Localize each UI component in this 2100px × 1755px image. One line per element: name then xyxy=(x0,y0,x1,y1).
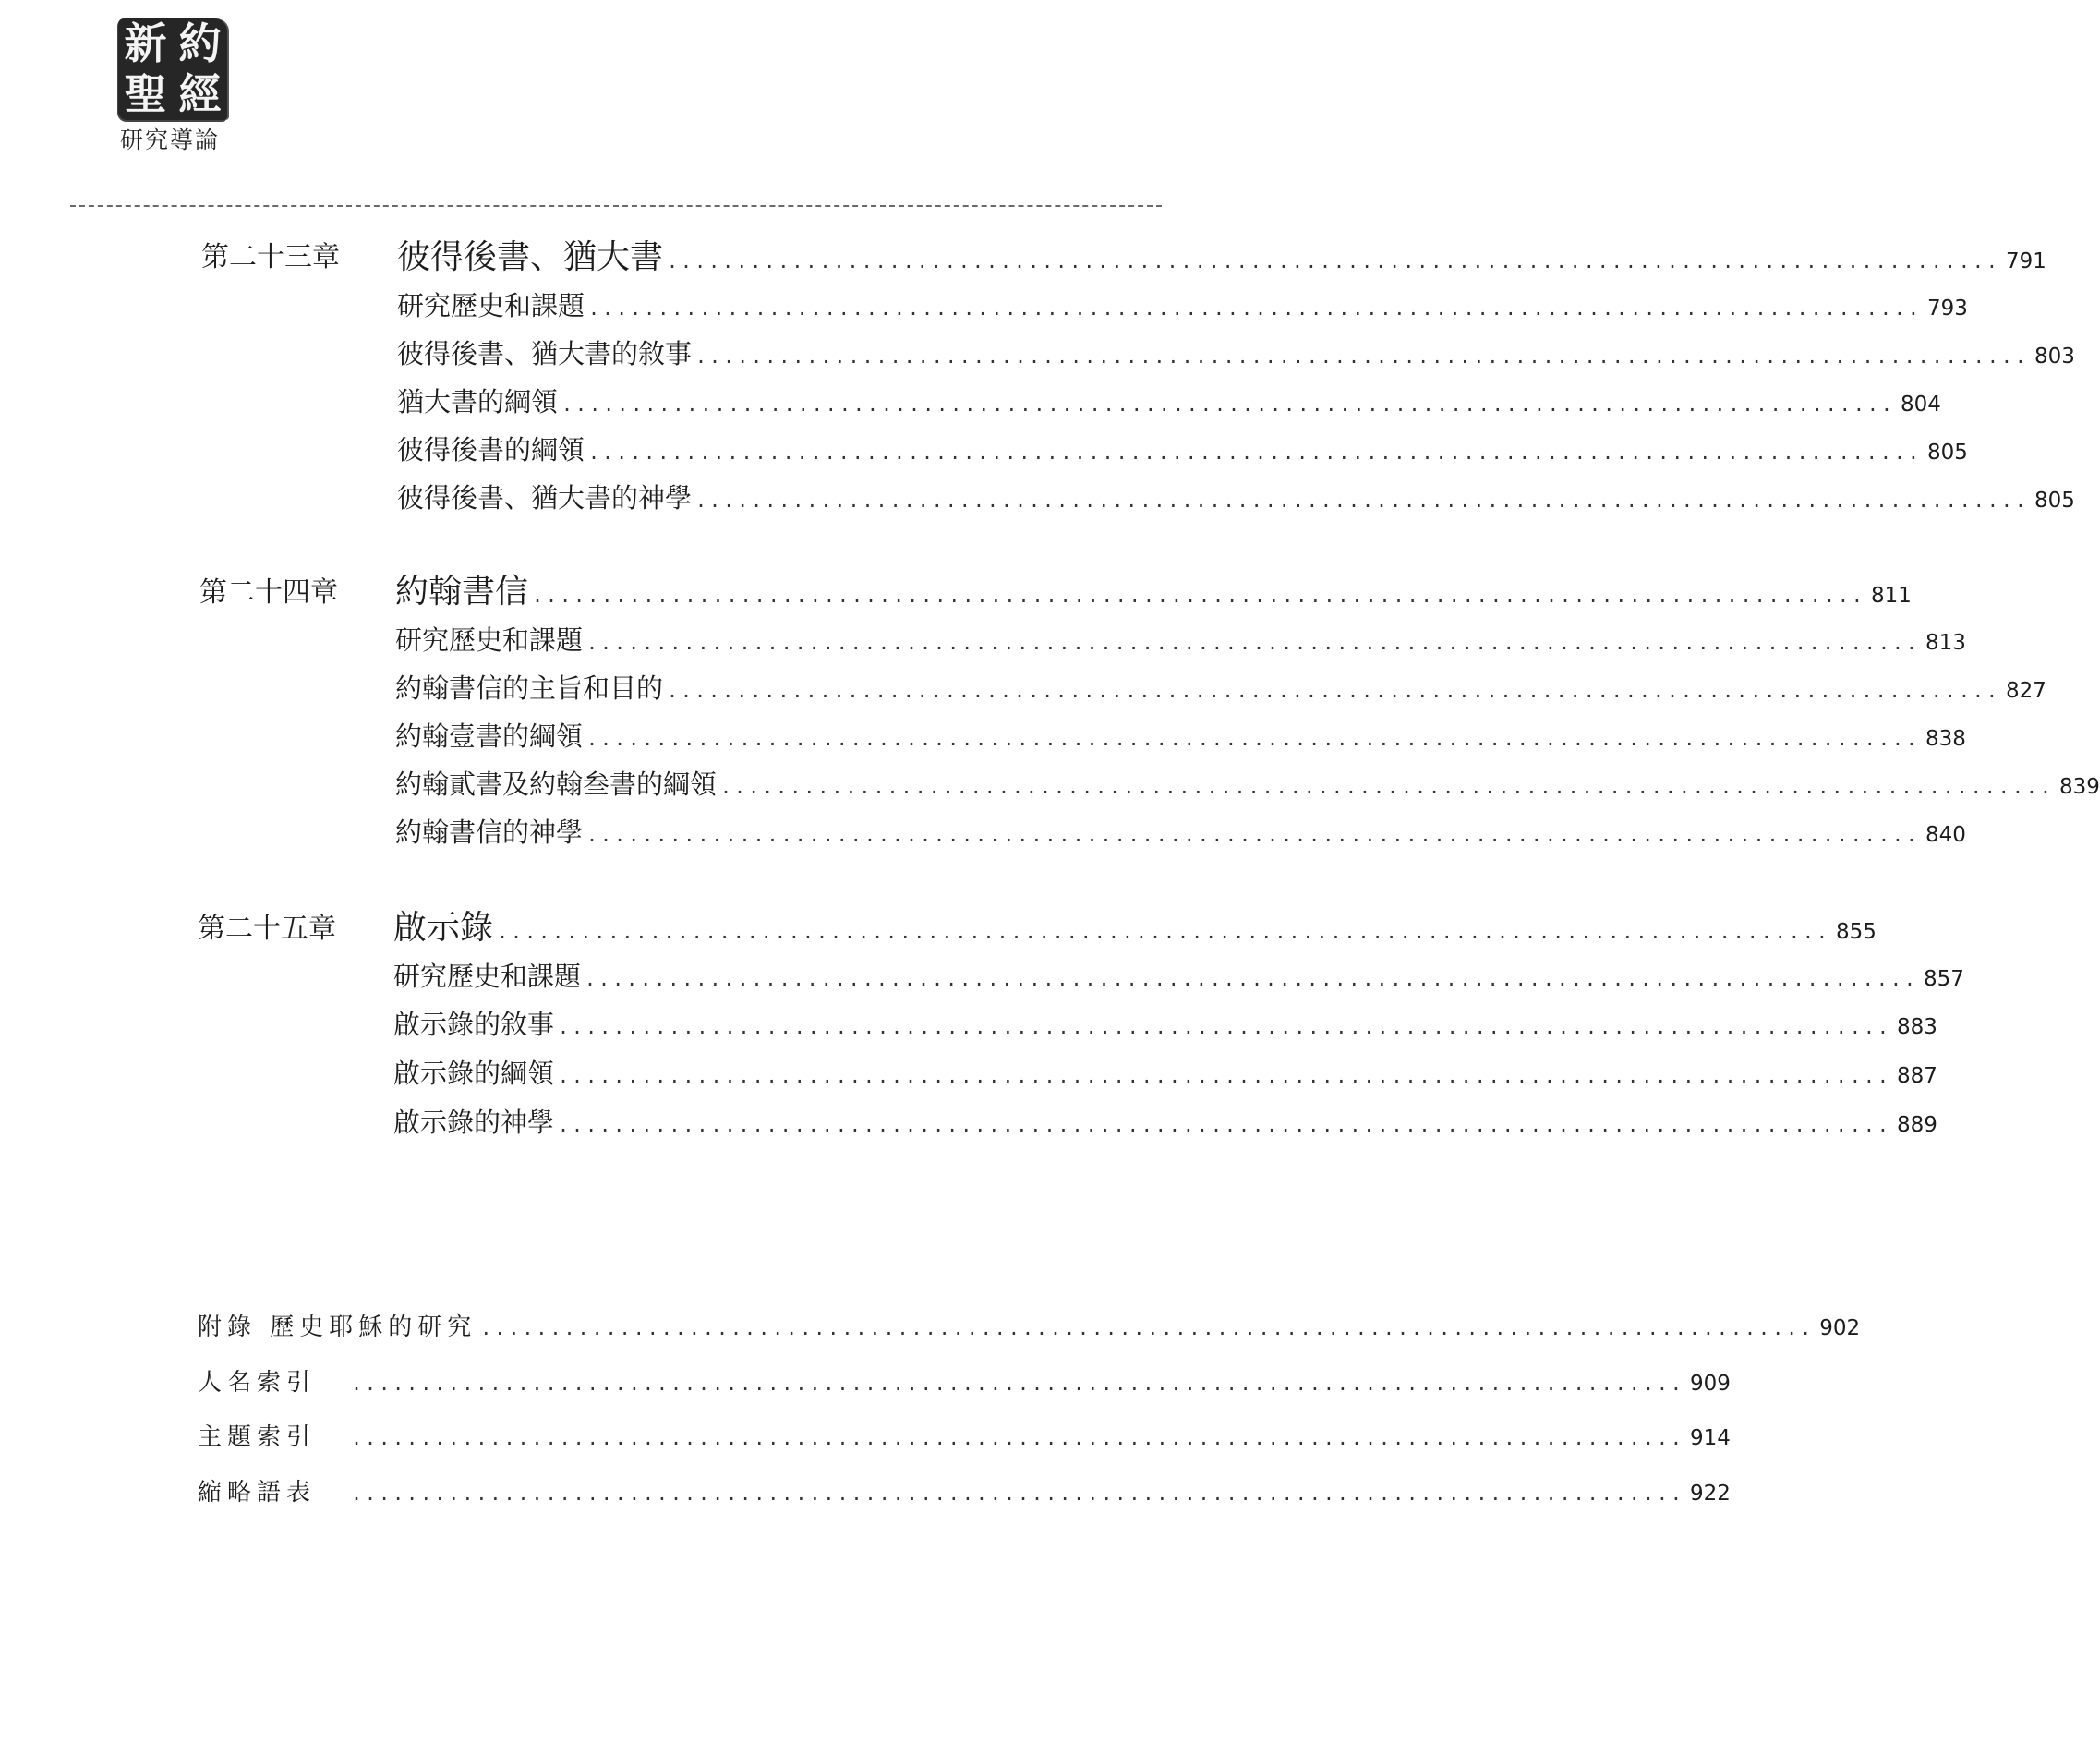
dot-leader: ................................................................................................ xyxy=(585,968,1918,990)
dot-leader: ................................................................................................ xyxy=(695,490,2029,512)
toc-entry-section[interactable] xyxy=(397,430,1968,467)
index-title: 人名索引 xyxy=(198,1369,317,1397)
dot-leader: ................................................................................................ xyxy=(695,345,2029,368)
chapter-title: 約翰書信 xyxy=(395,573,529,611)
toc-entry-section[interactable] xyxy=(397,381,1941,419)
chapter-title: 彼得後書、猶大書 xyxy=(397,238,664,276)
dot-leader: ................................................................................................ xyxy=(532,585,1865,607)
abbreviations-title: 縮略語表 xyxy=(198,1479,317,1507)
dot-leader: ................................................................................................ xyxy=(667,680,2000,702)
logo-seal xyxy=(118,18,227,120)
chapter-title: 啟示錄 xyxy=(393,909,494,947)
chapter-label: 第二十三章 xyxy=(201,241,340,273)
dot-leader: ................................................................................................ xyxy=(588,297,1922,320)
page-number: 791 xyxy=(2005,249,2046,273)
section-title: 約翰貳書及約翰叁書的綱領 xyxy=(395,769,718,800)
dot-leader: ................................................................................................ xyxy=(586,824,1920,846)
page-number: 805 xyxy=(1926,441,1968,465)
toc-entry-chapter[interactable] xyxy=(393,902,1877,949)
page-number: 883 xyxy=(1896,1015,1937,1039)
dot-leader: ................................................................................................ xyxy=(351,1483,1684,1505)
section-title: 啟示錄的敘事 xyxy=(393,1009,555,1040)
toc-entry-section[interactable] xyxy=(395,620,1966,658)
dot-leader: ................................................................................................ xyxy=(588,442,1922,464)
logo-seal-char: 約 xyxy=(178,18,222,68)
chapter-label: 第二十五章 xyxy=(198,913,336,945)
dot-leader: ................................................................................................ xyxy=(558,1065,1891,1087)
section-title: 研究歷史和課題 xyxy=(397,290,585,321)
toc-entry-section[interactable] xyxy=(393,1053,1937,1091)
toc-entry-section[interactable] xyxy=(395,716,1966,754)
toc-entry-section[interactable] xyxy=(393,956,1964,994)
toc-entry-chapter[interactable] xyxy=(395,565,1912,612)
page-number: 838 xyxy=(1925,727,1966,751)
page-number: 804 xyxy=(1900,393,1941,417)
dot-leader: ................................................................................................ xyxy=(561,393,1895,416)
toc-entry-section[interactable] xyxy=(397,285,1968,323)
page-number: 922 xyxy=(1689,1482,1731,1506)
dot-leader: ................................................................................................ xyxy=(497,921,1830,943)
section-title: 啟示錄的綱領 xyxy=(393,1058,555,1089)
toc-entry-section[interactable] xyxy=(397,478,2075,515)
dot-leader: ................................................................................................ xyxy=(480,1317,1815,1339)
toc-entry-section[interactable] xyxy=(393,1004,1937,1042)
page-number: 793 xyxy=(1926,297,1968,321)
section-title: 研究歷史和課題 xyxy=(395,624,584,656)
dot-leader: ................................................................................................ xyxy=(667,250,2000,272)
page-number: 827 xyxy=(2005,679,2046,703)
toc-entry-section[interactable] xyxy=(393,1102,1937,1140)
dot-leader: ................................................................................................ xyxy=(586,632,1920,654)
toc-entry-section[interactable] xyxy=(397,333,2075,371)
section-title: 啟示錄的神學 xyxy=(393,1107,555,1138)
page-number: 902 xyxy=(1819,1316,1861,1340)
section-title: 彼得後書、猶大書的敘事 xyxy=(397,338,693,369)
section-title: 約翰書信的主旨和目的 xyxy=(395,672,664,704)
page-number: 914 xyxy=(1689,1426,1731,1450)
section-title: 彼得後書的綱領 xyxy=(397,434,585,466)
page-number: 887 xyxy=(1896,1064,1937,1088)
section-title: 研究歷史和課題 xyxy=(393,961,582,992)
page-number: 840 xyxy=(1925,823,1966,847)
dot-leader: ................................................................................................ xyxy=(586,728,1920,750)
toc-entry-appendix[interactable] xyxy=(198,1308,1861,1342)
toc-entry-index-names[interactable] xyxy=(198,1363,1731,1398)
toc-entry-section[interactable] xyxy=(395,668,2046,706)
logo-seal-char: 經 xyxy=(178,69,222,119)
page-number: 855 xyxy=(1835,920,1877,944)
logo-seal-char: 新 xyxy=(124,18,167,68)
logo-seal-char: 聖 xyxy=(124,69,167,119)
dot-leader: ................................................................................................ xyxy=(720,776,2054,798)
section-title: 彼得後書、猶大書的神學 xyxy=(397,482,693,514)
section-title: 猶大書的綱領 xyxy=(397,386,559,418)
toc-entry-section[interactable] xyxy=(395,764,2100,802)
toc-entry-section[interactable] xyxy=(395,812,1966,850)
section-title: 約翰壹書的綱領 xyxy=(395,720,584,752)
page-number: 889 xyxy=(1896,1113,1937,1137)
dot-leader: ................................................................................................ xyxy=(558,1114,1891,1136)
page-number: 857 xyxy=(1923,967,1964,991)
book-logo xyxy=(118,18,247,155)
page-number: 909 xyxy=(1689,1372,1731,1396)
section-title: 約翰書信的神學 xyxy=(395,817,584,848)
chapter-label: 第二十四章 xyxy=(199,576,338,609)
toc-entry-index-topics[interactable] xyxy=(198,1418,1731,1452)
appendix-title: 附錄 歷史耶穌的研究 xyxy=(198,1313,477,1341)
page-number: 839 xyxy=(2058,775,2100,799)
page-number: 805 xyxy=(2034,489,2075,513)
dot-leader: ................................................................................................ xyxy=(351,1373,1684,1395)
toc-entry-chapter[interactable] xyxy=(397,231,2046,278)
page-number: 813 xyxy=(1925,631,1966,655)
page-number: 811 xyxy=(1870,584,1912,608)
dot-leader: ................................................................................................ xyxy=(558,1016,1891,1038)
logo-subtitle: 研究導論 xyxy=(120,127,221,153)
toc-entry-abbreviations[interactable] xyxy=(198,1473,1731,1507)
dot-leader: ................................................................................................ xyxy=(351,1427,1684,1449)
index-title: 主題索引 xyxy=(198,1423,317,1451)
page-number: 803 xyxy=(2034,345,2075,369)
header-divider xyxy=(70,205,1162,207)
